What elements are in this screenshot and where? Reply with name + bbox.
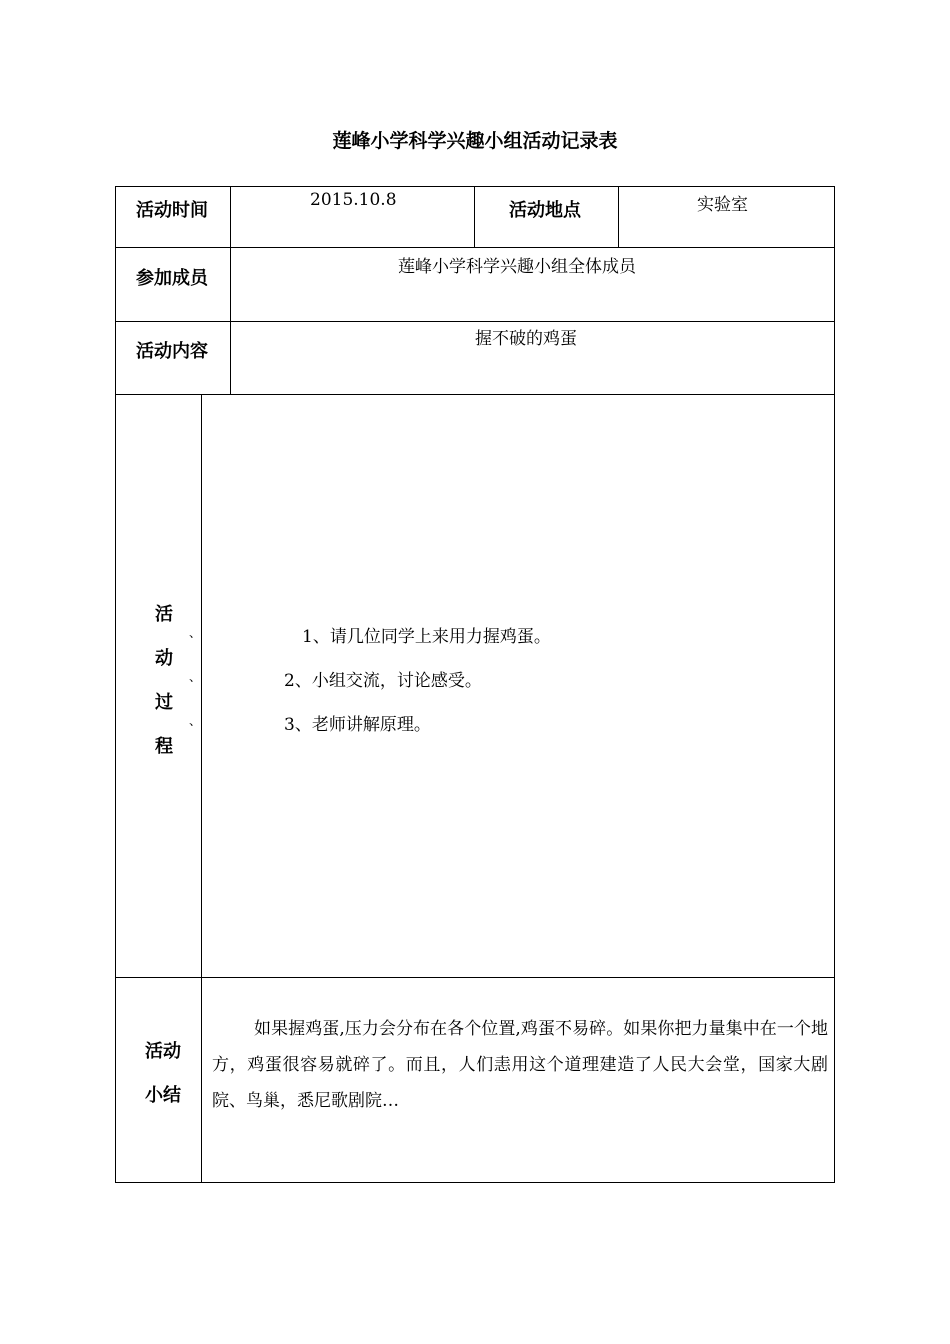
column-divider bbox=[618, 186, 619, 248]
table-border-left bbox=[115, 186, 116, 1183]
summary-text: 如果握鸡蛋,压力会分布在各个位置,鸡蛋不易碎。如果你把力量集中在一个地方，鸡蛋很容易就碎了。而且，人们恚用这个道理建造了人民大会堂，国家大剧院、鸟巢，悉尼歌剧院… bbox=[212, 1019, 828, 1111]
activity-place-label: 活动地点 bbox=[509, 200, 581, 221]
process-mark: 、 bbox=[189, 670, 202, 684]
process-label-char: 活 bbox=[155, 604, 173, 625]
process-step: 3、老师讲解原理。 bbox=[284, 715, 431, 735]
activity-place-value: 实验室 bbox=[697, 195, 748, 215]
page-title: 莲峰小学科学兴趣小组活动记录表 bbox=[332, 130, 618, 152]
row-divider bbox=[115, 977, 835, 978]
process-mark: 、 bbox=[189, 626, 202, 640]
process-label-char: 过 bbox=[155, 692, 173, 713]
table-border-bottom bbox=[115, 1182, 835, 1183]
column-divider bbox=[474, 186, 475, 248]
process-label-char: 动 bbox=[155, 648, 173, 669]
column-divider bbox=[201, 394, 202, 1183]
activity-time-label: 活动时间 bbox=[136, 200, 208, 221]
members-value: 莲峰小学科学兴趣小组全体成员 bbox=[398, 257, 636, 277]
table-border-top bbox=[115, 186, 835, 187]
process-mark: 、 bbox=[189, 714, 202, 728]
table-border-right bbox=[834, 186, 835, 1183]
process-step: 2、小组交流，讨论感受。 bbox=[284, 671, 482, 691]
column-divider bbox=[230, 186, 231, 395]
summary-label-line: 小结 bbox=[145, 1085, 181, 1106]
content-label: 活动内容 bbox=[136, 341, 208, 362]
row-divider bbox=[115, 247, 835, 248]
process-step: 1、请几位同学上来用力握鸡蛋。 bbox=[302, 627, 551, 647]
row-divider bbox=[115, 321, 835, 322]
content-value: 握不破的鸡蛋 bbox=[475, 329, 577, 349]
activity-time-value: 2015.10.8 bbox=[310, 190, 397, 210]
members-label: 参加成员 bbox=[136, 268, 208, 289]
summary-label-line: 活动 bbox=[145, 1041, 181, 1062]
row-divider bbox=[115, 394, 835, 395]
process-label-char: 程 bbox=[155, 736, 173, 757]
